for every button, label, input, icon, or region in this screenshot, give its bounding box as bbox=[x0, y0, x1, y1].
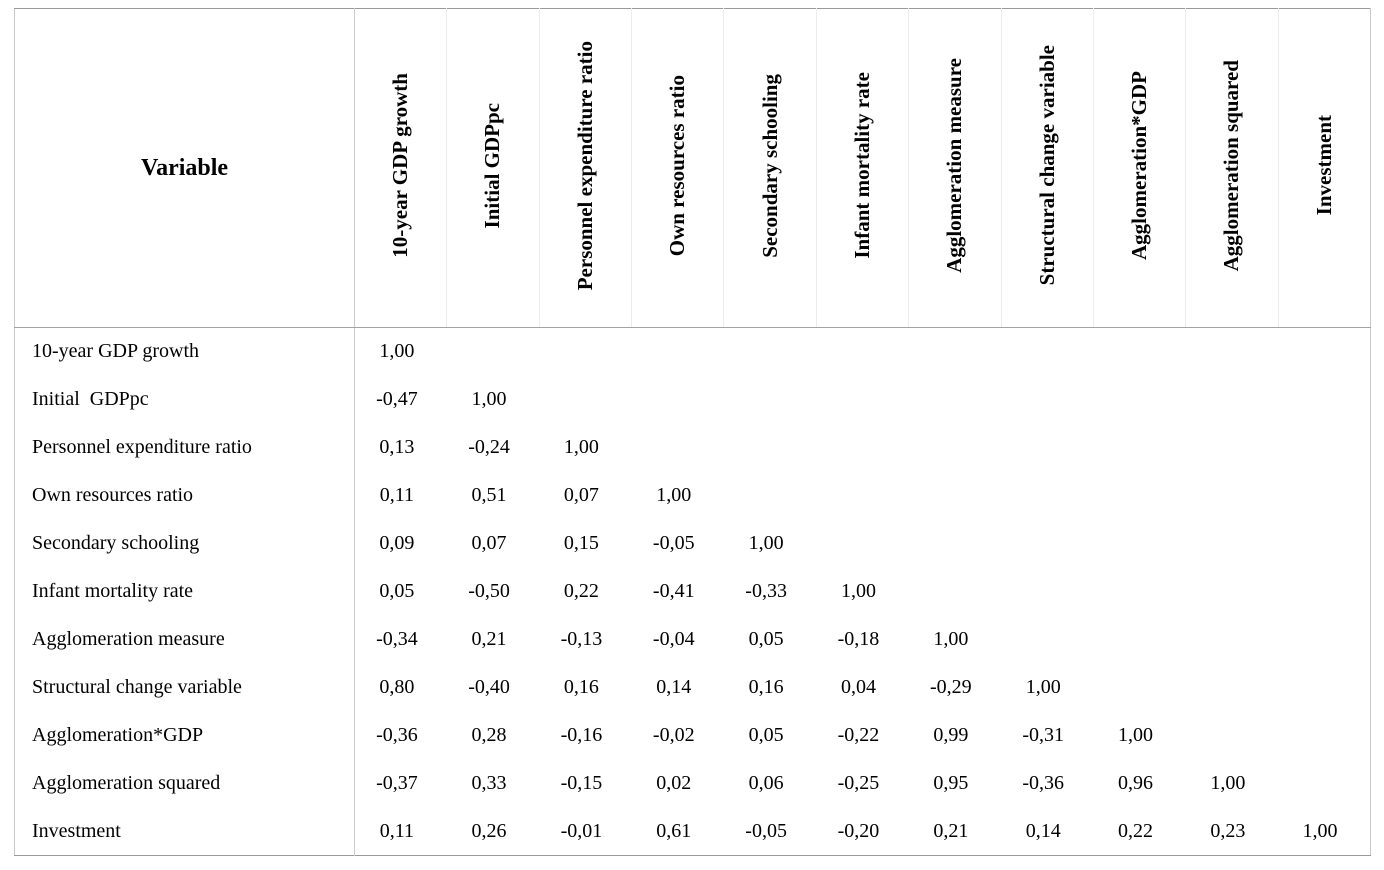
column-header-label: Agglomeration squared bbox=[1219, 59, 1244, 272]
row-label: Investment bbox=[15, 808, 355, 856]
correlation-value: 1,00 bbox=[748, 532, 784, 554]
table-row bbox=[15, 328, 1371, 376]
column-header bbox=[909, 9, 1001, 328]
empty-cell bbox=[1001, 424, 1093, 472]
correlation-value: 0,99 bbox=[933, 724, 969, 746]
correlation-value: -0,24 bbox=[468, 436, 510, 458]
empty-cell bbox=[1093, 520, 1185, 568]
correlation-value: 0,07 bbox=[563, 484, 599, 506]
row-label: Initial GDPpc bbox=[15, 376, 355, 424]
correlation-value: 0,05 bbox=[748, 628, 784, 650]
empty-cell bbox=[1093, 328, 1185, 376]
correlation-matrix-table bbox=[14, 8, 1371, 856]
correlation-value: -0,13 bbox=[560, 628, 603, 650]
row-label: Own resources ratio bbox=[15, 472, 355, 520]
empty-cell bbox=[1093, 424, 1185, 472]
correlation-value: -0,01 bbox=[560, 819, 603, 842]
column-header-label: 10-year GDP growth bbox=[388, 73, 413, 258]
column-header-label: Initial GDPpc bbox=[480, 102, 505, 229]
table-row bbox=[15, 520, 1371, 568]
empty-cell bbox=[816, 472, 908, 520]
correlation-value: 0,21 bbox=[933, 819, 969, 842]
row-label: 10-year GDP growth bbox=[15, 328, 355, 376]
empty-cell bbox=[1001, 616, 1093, 664]
corner-header-variable: Variable bbox=[15, 9, 355, 328]
correlation-value: 1,00 bbox=[1210, 772, 1246, 794]
row-label: Agglomeration squared bbox=[15, 760, 355, 808]
correlation-value: -0,25 bbox=[837, 772, 880, 794]
empty-cell bbox=[1001, 472, 1093, 520]
empty-cell bbox=[539, 376, 631, 424]
column-header-label: Personnel expenditure ratio bbox=[572, 40, 597, 291]
empty-cell bbox=[447, 328, 539, 376]
empty-cell bbox=[632, 328, 724, 376]
empty-cell bbox=[816, 328, 908, 376]
empty-cell bbox=[909, 520, 1001, 568]
column-header-label: Agglomeration measure bbox=[942, 58, 967, 273]
correlation-value: -0,41 bbox=[652, 580, 695, 602]
correlation-value: 0,13 bbox=[379, 436, 415, 458]
correlation-value: 0,06 bbox=[748, 772, 784, 794]
correlation-value: -0,31 bbox=[1022, 724, 1065, 746]
correlation-value: -0,37 bbox=[376, 772, 418, 794]
correlation-value: 0,26 bbox=[471, 819, 507, 842]
column-header bbox=[1186, 9, 1278, 328]
empty-cell bbox=[1186, 712, 1278, 760]
empty-cell bbox=[1186, 328, 1278, 376]
correlation-value: -0,04 bbox=[652, 628, 695, 650]
table-row bbox=[15, 808, 1371, 856]
correlation-value: 0,95 bbox=[933, 772, 969, 794]
table-row bbox=[15, 424, 1371, 472]
table-row bbox=[15, 616, 1371, 664]
column-header bbox=[447, 9, 539, 328]
column-header bbox=[816, 9, 908, 328]
correlation-value: 0,02 bbox=[656, 772, 692, 794]
empty-cell bbox=[632, 376, 724, 424]
correlation-value: 0,14 bbox=[656, 676, 692, 698]
empty-cell bbox=[724, 424, 816, 472]
empty-cell bbox=[1093, 616, 1185, 664]
correlation-value: 1,00 bbox=[933, 628, 969, 650]
empty-cell bbox=[1093, 472, 1185, 520]
empty-cell bbox=[1186, 568, 1278, 616]
row-label: Structural change variable bbox=[15, 664, 355, 712]
empty-cell bbox=[1278, 712, 1370, 760]
correlation-value: 0,16 bbox=[748, 676, 784, 698]
column-header-label: Infant mortality rate bbox=[849, 72, 874, 259]
correlation-value: -0,16 bbox=[560, 724, 603, 746]
column-header-label: Secondary schooling bbox=[757, 73, 782, 258]
correlation-value: 0,11 bbox=[379, 819, 415, 842]
empty-cell bbox=[1278, 760, 1370, 808]
correlation-value: -0,29 bbox=[930, 676, 972, 698]
correlation-value: 0,11 bbox=[379, 484, 415, 506]
correlation-value: 0,28 bbox=[471, 724, 507, 746]
empty-cell bbox=[909, 568, 1001, 616]
correlation-value: 1,00 bbox=[656, 484, 692, 506]
column-header bbox=[1278, 9, 1370, 328]
empty-cell bbox=[909, 424, 1001, 472]
empty-cell bbox=[1186, 616, 1278, 664]
correlation-value: 0,33 bbox=[471, 772, 507, 794]
empty-cell bbox=[632, 424, 724, 472]
correlation-value: 0,05 bbox=[748, 724, 784, 746]
empty-cell bbox=[909, 328, 1001, 376]
table-row bbox=[15, 568, 1371, 616]
empty-cell bbox=[1278, 616, 1370, 664]
correlation-value: -0,22 bbox=[837, 724, 880, 746]
row-label: Agglomeration*GDP bbox=[15, 712, 355, 760]
table-header bbox=[15, 9, 1371, 328]
correlation-value: -0,02 bbox=[652, 724, 695, 746]
empty-cell bbox=[1278, 424, 1370, 472]
empty-cell bbox=[1001, 376, 1093, 424]
correlation-value: -0,50 bbox=[468, 580, 510, 602]
correlation-value: -0,05 bbox=[745, 819, 787, 842]
empty-cell bbox=[724, 328, 816, 376]
empty-cell bbox=[1278, 520, 1370, 568]
row-label: Agglomeration measure bbox=[15, 616, 355, 664]
correlation-value: 0,05 bbox=[379, 580, 415, 602]
table-row bbox=[15, 472, 1371, 520]
correlation-value: 1,00 bbox=[1302, 819, 1338, 842]
correlation-value: 0,23 bbox=[1210, 819, 1246, 842]
empty-cell bbox=[1278, 664, 1370, 712]
empty-cell bbox=[724, 472, 816, 520]
empty-cell bbox=[1278, 328, 1370, 376]
empty-cell bbox=[724, 376, 816, 424]
correlation-value: -0,18 bbox=[837, 628, 880, 650]
correlation-value: 1,00 bbox=[1118, 724, 1154, 746]
column-header bbox=[355, 9, 447, 328]
empty-cell bbox=[1001, 328, 1093, 376]
correlation-value: 1,00 bbox=[1025, 676, 1061, 698]
correlation-value: 0,14 bbox=[1025, 819, 1061, 842]
empty-cell bbox=[1186, 376, 1278, 424]
empty-cell bbox=[909, 376, 1001, 424]
table-body bbox=[15, 328, 1371, 856]
correlation-value: -0,15 bbox=[560, 772, 603, 794]
correlation-value: 0,96 bbox=[1118, 772, 1154, 794]
empty-cell bbox=[1186, 472, 1278, 520]
empty-cell bbox=[1186, 520, 1278, 568]
correlation-value: 0,15 bbox=[563, 532, 599, 554]
column-header bbox=[724, 9, 816, 328]
empty-cell bbox=[909, 472, 1001, 520]
empty-cell bbox=[816, 424, 908, 472]
column-header bbox=[1093, 9, 1185, 328]
row-label: Personnel expenditure ratio bbox=[15, 424, 355, 472]
column-header-label: Structural change variable bbox=[1034, 45, 1059, 286]
table-row bbox=[15, 760, 1371, 808]
empty-cell bbox=[1093, 664, 1185, 712]
correlation-value: 0,16 bbox=[563, 676, 599, 698]
table-row bbox=[15, 664, 1371, 712]
empty-cell bbox=[1278, 472, 1370, 520]
correlation-value: 0,21 bbox=[471, 628, 507, 650]
correlation-value: -0,47 bbox=[376, 388, 418, 410]
empty-cell bbox=[1093, 568, 1185, 616]
correlation-value: 1,00 bbox=[471, 388, 507, 410]
header-row bbox=[15, 9, 1371, 328]
empty-cell bbox=[1001, 568, 1093, 616]
correlation-value: 0,22 bbox=[1118, 819, 1154, 842]
correlation-value: -0,36 bbox=[376, 724, 418, 746]
correlation-value: 1,00 bbox=[563, 436, 599, 458]
empty-cell bbox=[1186, 424, 1278, 472]
empty-cell bbox=[1278, 376, 1370, 424]
correlation-value: -0,36 bbox=[1022, 772, 1065, 794]
correlation-value: 0,04 bbox=[840, 676, 876, 698]
empty-cell bbox=[1186, 664, 1278, 712]
empty-cell bbox=[1001, 520, 1093, 568]
correlation-value: 0,07 bbox=[471, 532, 507, 554]
correlation-value: 0,22 bbox=[563, 580, 599, 602]
empty-cell bbox=[1093, 376, 1185, 424]
correlation-value: -0,34 bbox=[376, 628, 418, 650]
correlation-value: -0,20 bbox=[837, 819, 880, 842]
column-header bbox=[632, 9, 724, 328]
correlation-value: -0,05 bbox=[652, 532, 695, 554]
correlation-value: 1,00 bbox=[379, 340, 415, 363]
empty-cell bbox=[1278, 568, 1370, 616]
empty-cell bbox=[816, 520, 908, 568]
correlation-value: 0,51 bbox=[471, 484, 507, 506]
column-header-label: Agglomeration*GDP bbox=[1127, 71, 1151, 260]
empty-cell bbox=[539, 328, 631, 376]
row-label: Infant mortality rate bbox=[15, 568, 355, 616]
column-header bbox=[1001, 9, 1093, 328]
column-header-label: Own resources ratio bbox=[665, 74, 690, 257]
correlation-value: 0,09 bbox=[379, 532, 415, 554]
table-row bbox=[15, 376, 1371, 424]
correlation-value: 0,61 bbox=[656, 819, 692, 842]
correlation-value: 0,80 bbox=[379, 676, 415, 698]
empty-cell bbox=[816, 376, 908, 424]
row-label: Secondary schooling bbox=[15, 520, 355, 568]
correlation-value: -0,40 bbox=[468, 676, 510, 698]
correlation-value: -0,33 bbox=[745, 580, 787, 602]
column-header-label: Investment bbox=[1311, 115, 1336, 216]
table-row bbox=[15, 712, 1371, 760]
correlation-value: 1,00 bbox=[840, 580, 876, 602]
column-header bbox=[539, 9, 631, 328]
